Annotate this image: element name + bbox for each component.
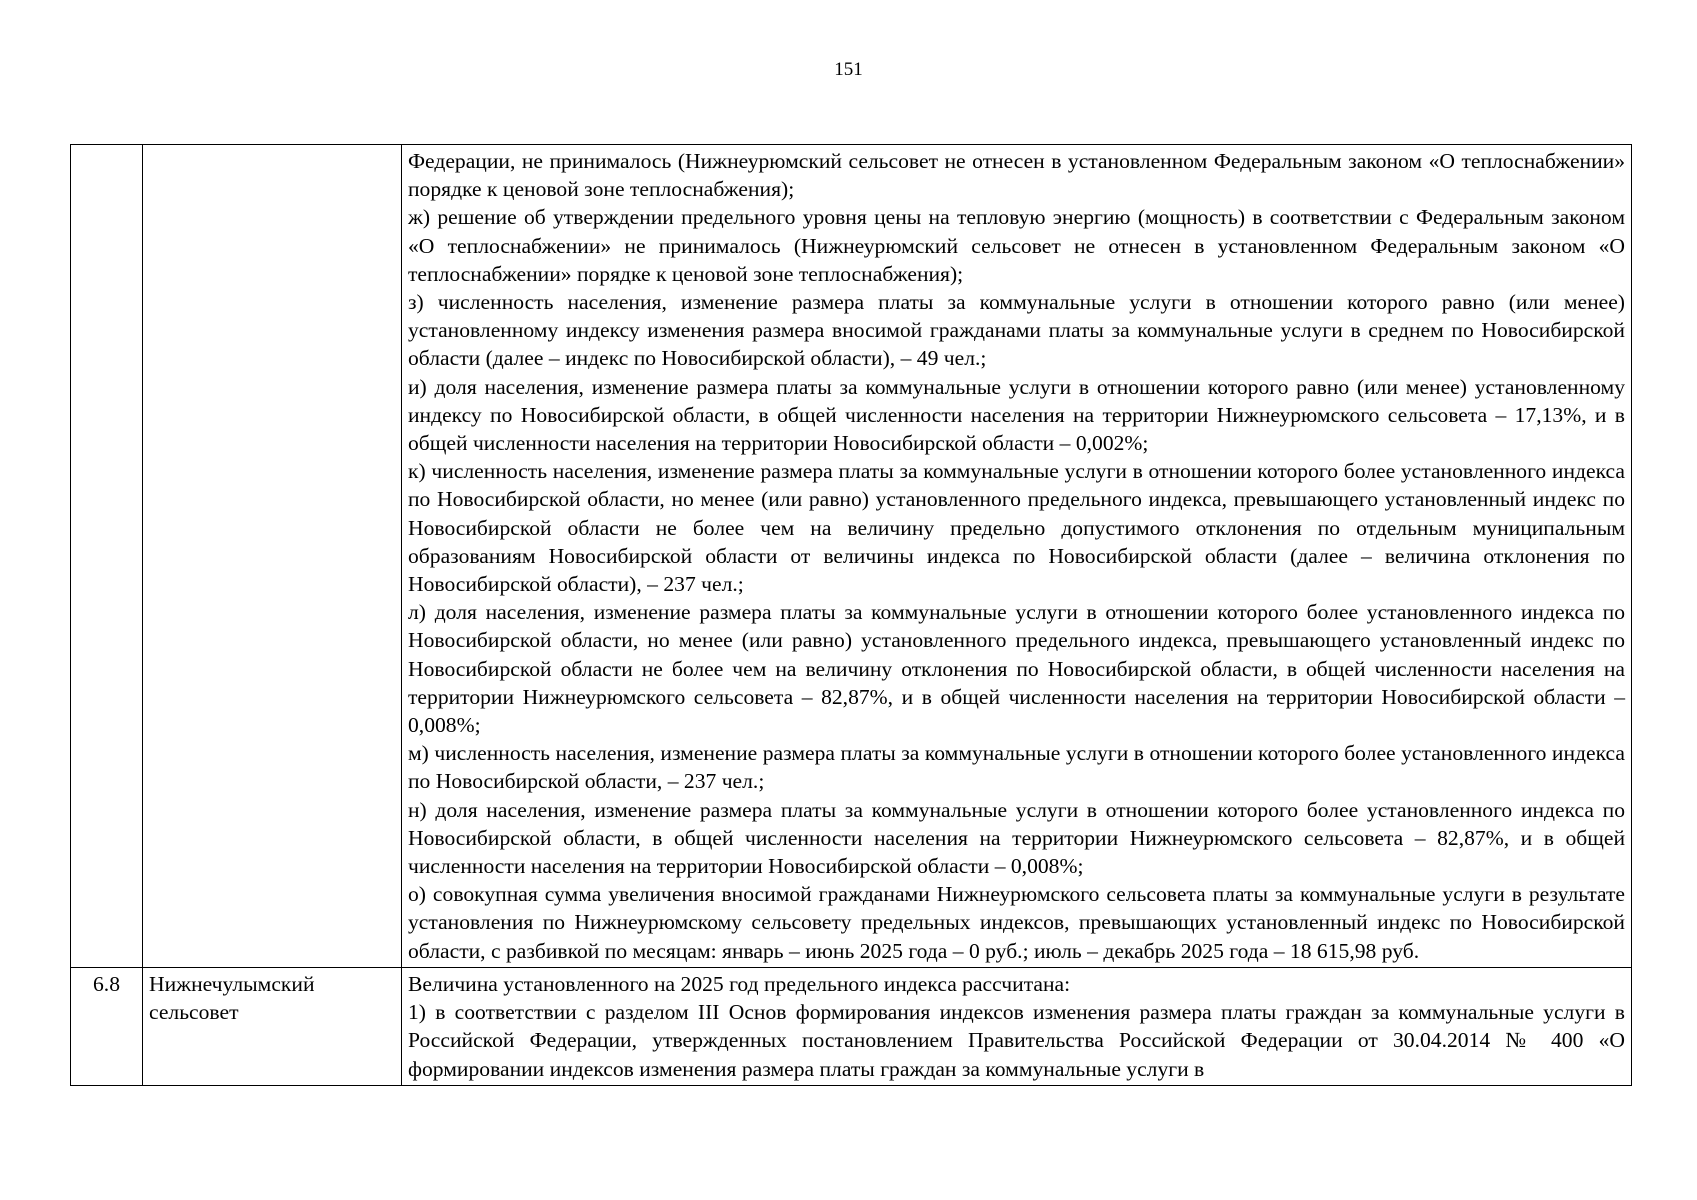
paragraph: Федерации, не принималось (Нижнеурюмский сельсовет не отнесен в установленном Федеральным законом «О теплоснабжении» порядке к ценовой зоне теплоснабжения); [408,149,1625,202]
paragraph: л) доля населения, изменение размера платы за коммунальные услуги в отношении которого более установленного индекса по Новосибирской области, но менее (или равно) установленного предельного индекса, превышающего установленный индекс по Новосибирской области не более чем на величину отклонения по Новосибирской области, в общей численности населения на территории Нижнеурюмского сельсовета – 82,87%, и в общей численности населения на территории Новосибирской области – 0,008%; [408,600,1625,738]
row-text-cell [402,145,1632,968]
table-row [71,967,1632,1085]
document-table [70,144,1632,1086]
paragraph: з) численность населения, изменение размера платы за коммунальные услуги в отношении которого равно (или менее) установленному индексу изменения размера вносимой гражданами платы за коммунальные услуги в среднем по Новосибирской области (далее – индекс по Новосибирской области), – 49 чел.; [408,290,1625,371]
paragraph: 1) в соответствии с разделом III Основ формирования индексов изменения размера платы граждан за коммунальные услуги в Российской Федерации, утвержденных постановлением Правительства Российской Федерации от 30.04.2014 № 400 «О формировании индексов изменения размера платы граждан за коммунальные услуги в [408,1000,1625,1081]
page-number: 151 [834,59,863,80]
paragraph: ж) решение об утверждении предельного уровня цены на тепловую энергию (мощность) в соответствии с Федеральным законом «О теплоснабжении» не принималось (Нижнеурюмский сельсовет не отнесен в установленном Федеральным законом «О теплоснабжении» порядке к ценовой зоне теплоснабжения); [408,205,1625,286]
paragraph: м) численность населения, изменение размера платы за коммунальные услуги в отношении которого более установленного индекса по Новосибирской области, – 237 чел.; [408,741,1625,794]
row-name-cell: Нижнечулымский сельсовет [143,967,402,1085]
row-name-cell [143,145,402,968]
paragraph: к) численность населения, изменение размера платы за коммунальные услуги в отношении которого более установленного индекса по Новосибирской области, но менее (или равно) установленного предельного индекса, превышающего установленный индекс по Новосибирской области не более чем на величину предельно допустимого отклонения по отдельным муниципальным образованиям Новосибирской области от величины индекса по Новосибирской области (далее – величина отклонения по Новосибирской области), – 237 чел.; [408,459,1625,597]
paragraph: и) доля населения, изменение размера платы за коммунальные услуги в отношении которого равно (или менее) установленному индексу по Новосибирской области, в общей численности населения на территории Нижнеурюмского сельсовета – 17,13%, и в общей численности населения на территории Новосибирской области – 0,002%; [408,374,1625,456]
paragraph: о) совокупная сумма увеличения вносимой гражданами Нижнеурюмского сельсовета платы за коммунальные услуги в результате установления по Нижнеурюмскому сельсовету предельных индексов, превышающих установленный индекс по Новосибирской области, с разбивкой по месяцам: январь – июнь 2025 года – 0 руб.; июль – декабрь 2025 года – 18 615,98 руб. [408,882,1625,963]
row-text-cell [402,967,1632,1085]
row-number-cell [71,145,143,968]
row-number-cell: 6.8 [71,967,143,1085]
table-row [71,145,1632,968]
paragraph: Величина установленного на 2025 год предельного индекса рассчитана: [408,971,1071,996]
paragraph: н) доля населения, изменение размера платы за коммунальные услуги в отношении которого более установленного индекса по Новосибирской области, в общей численности населения на территории Нижнеурюмского сельсовета – 82,87%, и в общей численности населения на территории Новосибирской области – 0,008%; [408,797,1625,879]
